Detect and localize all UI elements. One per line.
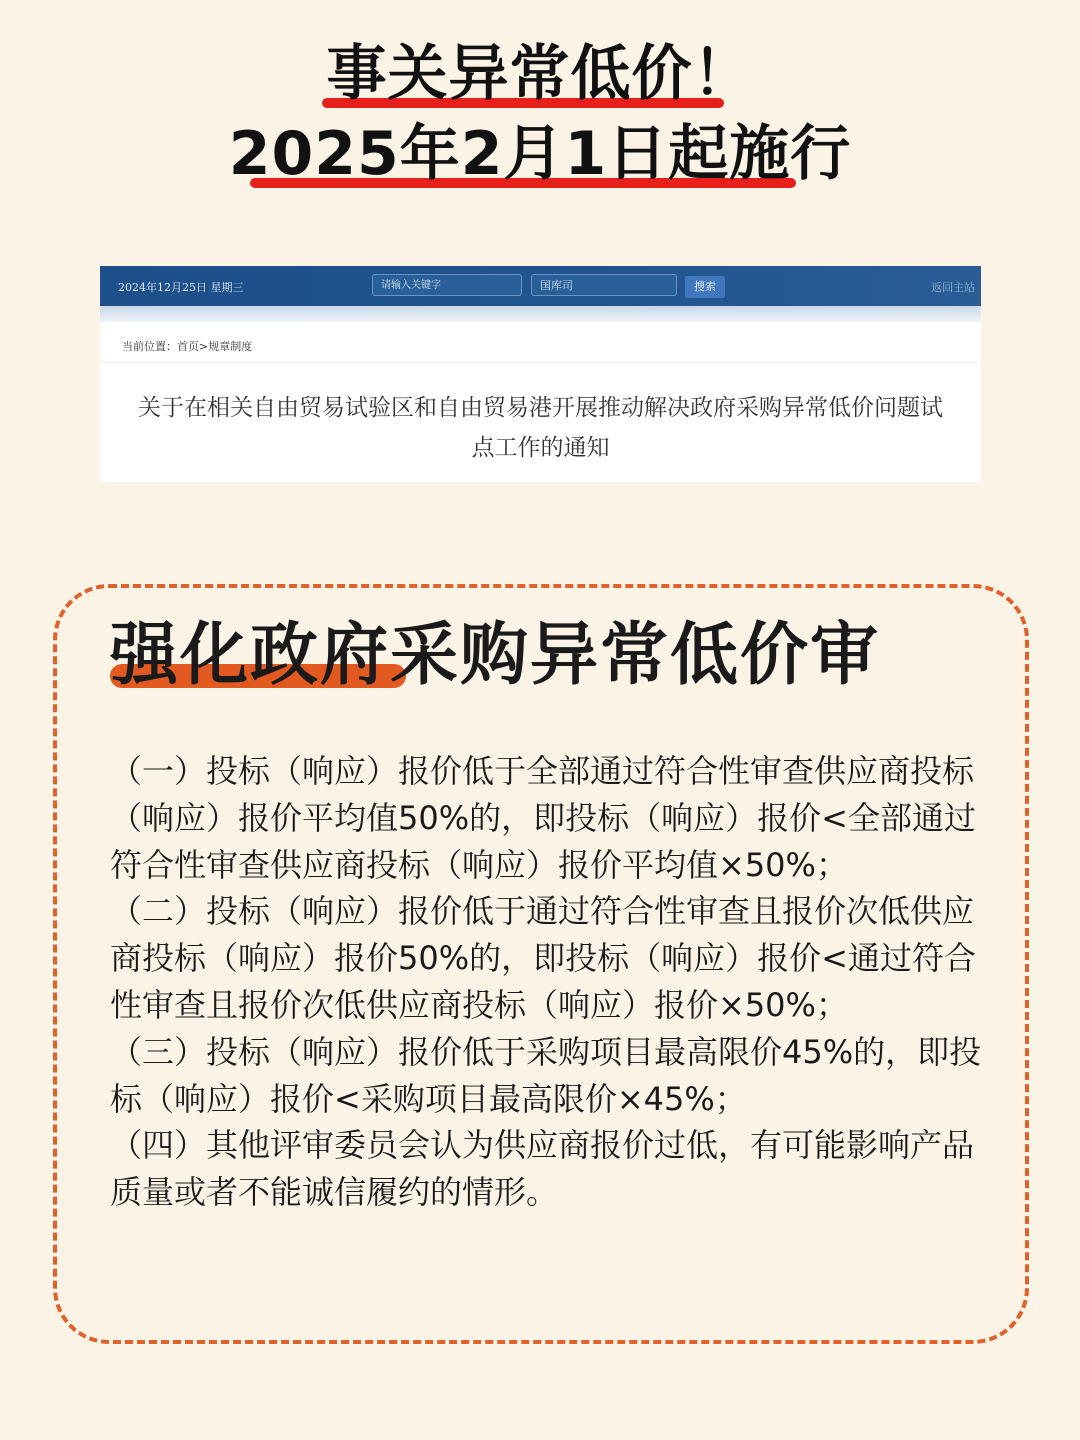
search-input[interactable]: 请输入关键字: [372, 274, 522, 296]
clause-item: （三）投标（响应）报价低于采购项目最高限价45%的，即投标（响应）报价<采购项目最高限价×45%；: [110, 1032, 982, 1118]
clause-item: （四）其他评审委员会认为供应商报价过低，有可能影响产品质量或者不能诚信履约的情形。: [110, 1126, 975, 1212]
panel-title: 强化政府采购异常低价审: [110, 616, 881, 695]
department-select[interactable]: 国库司: [531, 274, 677, 296]
header-date: 2024年12月25日 星期三: [118, 281, 244, 294]
clause-item: （一）投标（响应）报价低于全部通过符合性审查供应商投标（响应）报价平均值50%的，即投标（响应）报价<全部通过符合性审查供应商投标（响应）报价平均值×50%；: [110, 752, 976, 884]
website-screenshot: [100, 266, 981, 482]
divider: [100, 362, 981, 363]
notice-title: 关于在相关自由贸易试验区和自由贸易港开展推动解决政府采购异常低价问题试点工作的通知: [138, 395, 943, 461]
hero-line-1-text: 事关异常低价！: [326, 39, 754, 109]
site-header-bar: [100, 266, 981, 306]
clause-list: [110, 748, 1000, 1216]
hero-line-1: [0, 39, 1080, 109]
header-fade: [100, 306, 981, 322]
home-link[interactable]: 返回主站: [931, 281, 975, 294]
hero-line-2: [0, 119, 1080, 189]
breadcrumb: 当前位置：首页>规章制度: [122, 340, 253, 353]
clause-item: （二）投标（响应）报价低于通过符合性审查且报价次低供应商投标（响应）报价50%的，即投标（响应）报价<通过符合性审查且报价次低供应商投标（响应）报价×50%；: [110, 892, 976, 1024]
hero-line-2-text: 2025年2月1日起施行: [228, 119, 852, 189]
search-button[interactable]: 搜索: [685, 276, 725, 298]
